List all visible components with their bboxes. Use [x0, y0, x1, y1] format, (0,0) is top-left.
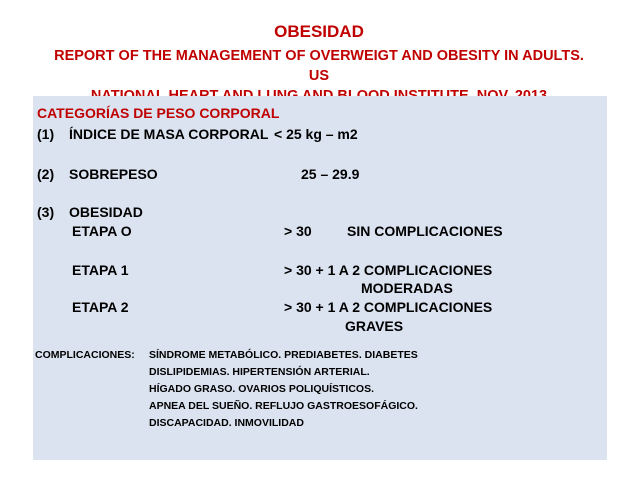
stage-2-desc: GRAVES — [345, 318, 404, 334]
content-panel — [33, 96, 607, 460]
complications-line-3: HÍGADO GRASO. OVARIOS POLIQUÍSTICOS. — [149, 383, 374, 395]
complications-line-2: DISLIPIDEMIAS. HIPERTENSIÓN ARTERIAL. — [149, 366, 370, 378]
stage-2-value: > 30 + 1 A 2 COMPLICACIONES — [284, 299, 493, 315]
stage-2-label: ETAPA 2 — [72, 299, 129, 315]
item-1-number: (1) — [37, 126, 55, 142]
stage-0-desc: SIN COMPLICACIONES — [347, 223, 503, 239]
complications-line-1: SÍNDROME METABÓLICO. PREDIABETES. DIABETES — [149, 349, 418, 361]
item-1-value: < 25 kg – m2 — [274, 126, 358, 142]
item-2-label: SOBREPESO — [69, 166, 158, 182]
item-3-label: OBESIDAD — [69, 204, 143, 220]
stage-1-value: > 30 + 1 A 2 COMPLICACIONES — [284, 262, 493, 278]
section-heading: CATEGORÍAS DE PESO CORPORAL — [37, 105, 280, 121]
item-2-value: 25 – 29.9 — [301, 166, 360, 182]
item-1-label: ÍNDICE DE MASA CORPORAL — [69, 126, 269, 142]
stage-0-value: > 30 — [284, 223, 312, 239]
item-3-number: (3) — [37, 204, 55, 220]
item-2-number: (2) — [37, 166, 55, 182]
complications-label: COMPLICACIONES: — [35, 349, 135, 361]
stage-1-desc: MODERADAS — [361, 280, 453, 296]
complications-line-5: DISCAPACIDAD. INMOVILIDAD — [149, 417, 304, 429]
page-title: OBESIDAD — [274, 22, 364, 41]
subtitle-line-1: REPORT OF THE MANAGEMENT OF OVERWEIGT AND OBESITY IN ADULTS. US — [54, 48, 584, 84]
complications-line-4: APNEA DEL SUEÑO. REFLUJO GASTROESOFÁGICO. — [149, 400, 418, 412]
stage-0-label: ETAPA O — [72, 223, 132, 239]
stage-1-label: ETAPA 1 — [72, 262, 129, 278]
